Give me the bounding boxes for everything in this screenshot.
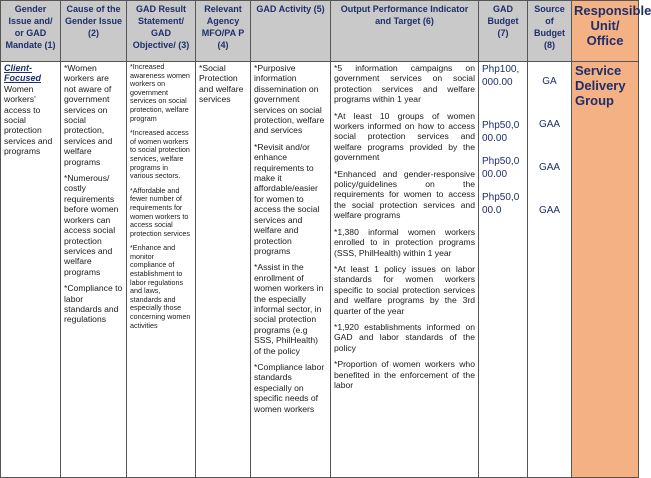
header-result-statement: GAD Result Statement/ GAD Objective/ (3) [127, 1, 196, 62]
objective-item: *Affordable and fewer number of requirements for women workers to access social protection services [130, 185, 190, 238]
budget-amount: Php50,000.00 [482, 156, 520, 180]
gender-issue-text: Women workers' access to social protection services and programs [4, 83, 53, 157]
activity-item: *Compliance labor standards especially on specific needs of women workers [254, 361, 325, 414]
client-focused-label: Client-Focused [4, 63, 42, 84]
budget-amount: Php50,000.00 [482, 120, 520, 144]
budget-cell [479, 62, 528, 478]
output-item: *Proportion of women workers who benefited in the enforcement of the labor [334, 359, 475, 390]
mfo-cell [196, 62, 251, 478]
header-responsible-unit: Responsible Unit/ Office [572, 1, 639, 62]
budget-source: GA [542, 76, 557, 87]
output-item: *1,920 establishments informed on GAD and labor standards of the policy [334, 321, 475, 353]
budget-source: GAA [538, 119, 561, 130]
header-row [1, 1, 639, 62]
activity-cell [251, 62, 331, 478]
cause-cell [61, 62, 127, 478]
header-gad-budget: GAD Budget (7) [479, 1, 528, 62]
header-cause: Cause of the Gender Issue (2) [61, 1, 127, 62]
objective-item: *Increased awareness women workers on government services on social protection, welfare program [130, 62, 190, 123]
cause-item: *Numerous/ costly requirements before women workers can access social protection services and welfare programs [64, 173, 119, 277]
source-cell [528, 62, 572, 478]
budget-source: GAA [538, 205, 561, 216]
output-cell [331, 62, 479, 478]
cause-item: *Compliance to labor standards and regulations [64, 283, 123, 325]
header-output-indicator: Output Performance Indicator and Target (6) [331, 1, 479, 62]
gender-issue-cell [1, 62, 61, 478]
header-gad-activity: GAD Activity (5) [251, 1, 331, 62]
output-item: *Enhanced and gender-responsive policy/guidelines on the requirements for women to access the social protection services and welfare programs [334, 168, 475, 221]
header-agency-mfo: Relevant Agency MFO/PA P (4) [196, 1, 251, 62]
budget-amount: Php100,000.00 [482, 64, 520, 88]
activity-item: *Assist in the enrollment of women workers in the especially informal sector, in social protection programs (e.g SSS, PhilHealth) of the policy [254, 262, 324, 356]
objective-item: *Enhance and monitor compliance of establishment to labor regulations and laws, standards and especially those concerning women activities [130, 243, 191, 330]
table-row [1, 62, 639, 478]
objective-item: *Increased access of women workers to social protection services, welfare programs in various sectors. [130, 128, 190, 181]
objective-cell [127, 62, 196, 478]
header-budget-source: Source of Budget (8) [528, 1, 572, 62]
budget-amount: Php50,000.0 [482, 192, 520, 216]
output-item: *1,380 informal women workers enrolled to in protection programs (SSS, PhilHealth) within 1 year [334, 226, 475, 258]
cause-item: *Women workers are not aware of government services on social protection, services and welfare programs [64, 63, 113, 167]
output-item: *At least 10 groups of women workers informed on how to access social protection services and welfare programs provided by the government [334, 110, 475, 163]
output-item: *At least 1 policy issues on labor standards for women workers specific to social protection services and welfare programs by the 3rd quarter of the year [334, 263, 475, 316]
activity-item: *Purposive information dissemination on government services on social protection, welfare and services [254, 63, 325, 136]
responsible-unit-cell [572, 62, 639, 478]
budget-source: GAA [538, 162, 561, 173]
mfo-text: *Social Protection and welfare services [199, 63, 244, 105]
output-item: *5 information campaigns on government services on social protection services and welfare programs within 1 year [334, 63, 475, 105]
header-gender-issue: Gender Issue and/ or GAD Mandate (1) [1, 1, 61, 62]
responsible-unit-text: Service Delivery Group [575, 63, 626, 108]
activity-item: *Revisit and/or enhance requirements to make it affordable/easier for women to access the social services and welfare and protection programs [254, 141, 320, 256]
